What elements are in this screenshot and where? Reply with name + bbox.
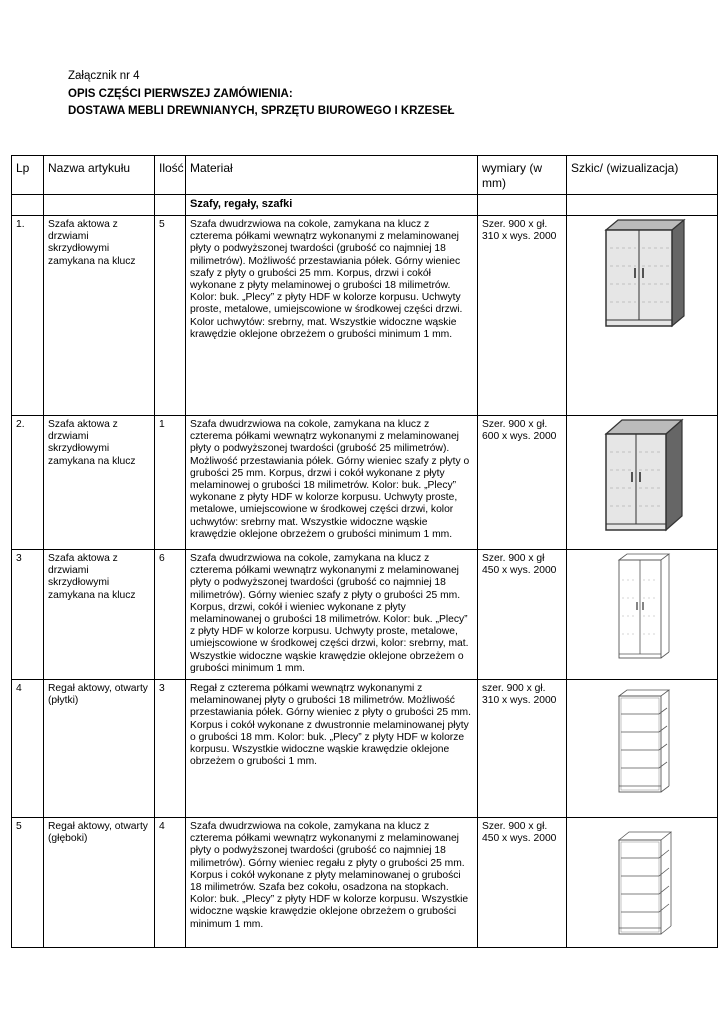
table-row [12,550,718,680]
row-sketch [567,818,718,948]
row-sketch [567,680,718,818]
col-header-sketch: Szkic/ (wizualizacja) [567,156,718,195]
row-qty: 3 [155,680,186,818]
section-title: Szafy, regały, szafki [186,195,478,216]
table-row [12,680,718,818]
col-header-dims: wymiary (w mm) [478,156,567,195]
attachment-label: Załącznik nr 4 [68,70,140,82]
col-header-lp: Lp [12,156,44,195]
row-dims: Szer. 900 x gł. 310 x wys. 2000 [478,216,567,416]
shelf-sketch-icon [597,680,687,798]
table-row [12,416,718,550]
shelf-sketch-icon [597,818,687,940]
row-name: Regał aktowy, otwarty (płytki) [44,680,155,818]
row-lp: 1. [12,216,44,416]
section-row [12,195,718,216]
row-qty: 6 [155,550,186,680]
row-lp: 3 [12,550,44,680]
cabinet-sketch-icon [592,216,692,331]
table-row [12,216,718,416]
row-material: Szafa dwudrzwiowa na cokole, zamykana na klucz z czterema półkami wewnątrz wykonanymi z melaminowanej płyty o podwyższonej twardości (grubość 25 milimetrów). Możliwość przestawiania półek. Górny wieniec szafy z płyty o grubości 25 mm. Korpus, drzwi i cokół wykonane z płyty melaminowej o grubości 18 milimetrów. Kolor: buk. „Plecy” wykonane z płyty HDF w kolorze korpusu. Uchwyty proste, metalowe, umiejscowione w środkowej części drzwi, kolor uchwytów: srebrny mat. Wszystkie widoczne wąskie krawędzie oklejone obrzeżem o grubości minimum 1 mm. [186,416,478,550]
cabinet-sketch-icon [592,416,692,534]
row-sketch [567,550,718,680]
col-header-name: Nazwa artykułu [44,156,155,195]
row-qty: 4 [155,818,186,948]
row-dims: Szer. 900 x gł. 600 x wys. 2000 [478,416,567,550]
col-header-material: Materiał [186,156,478,195]
row-name: Szafa aktowa z drzwiami skrzydłowymi zamykana na klucz [44,416,155,550]
table-header-row [12,156,718,195]
row-lp: 4 [12,680,44,818]
row-material: Regał z czterema półkami wewnątrz wykonanymi z melaminowanej płyty o grubości 18 milimetrów. Możliwość przestawiania półek. Górny wieniec z płyty o grubości 25 mm. Korpus i cokół wykonane z dwustronnie melaminowanej płyty o grubości 18 mm. Kolor: buk. „Plecy” z płyty HDF w kolorze korpusu. Wszystkie widoczne wąskie krawędzie oklejone obrzeżem o grubości 1 mm. [186,680,478,818]
document-header [68,68,455,121]
row-lp: 5 [12,818,44,948]
row-name: Szafa aktowa z drzwiami skrzydłowymi zamykana na klucz [44,550,155,680]
row-material: Szafa dwudrzwiowa na cokole, zamykana na klucz z czterema półkami wewnątrz wykonanymi z melaminowanej płyty o podwyższonej twardości (grubość co najmniej 18 milimetrów). Górny wieniec regału z płyty o grubości 25 mm. Korpus i cokół wykonane z płyty melaminowanej o grubości 18 milimetrów. Szafa bez cokołu, osadzona na stopkach. Kolor: buk. „Plecy” z płyty HDF w kolorze korpusu. Wszystkie widoczne wąskie krawędzie oklejone obrzeżem o grubości minimum 1 mm. [186,818,478,948]
specification-table [11,155,718,948]
row-name: Szafa aktowa z drzwiami skrzydłowymi zamykana na klucz [44,216,155,416]
title-line-1: OPIS CZĘŚCI PIERWSZEJ ZAMÓWIENIA: [68,87,293,100]
table-row [12,818,718,948]
row-material: Szafa dwudrzwiowa na cokole, zamykana na klucz z czterema półkami wewnątrz wykonanymi z melaminowanej płyty o podwyższonej twardości (grubość co najmniej 18 milimetrów). Górny wieniec szafy z płyty o grubości 25 mm. Korpus, drzwi, cokół i wieniec wykonane z płyty melaminowanej o grubości 18 milimetrów. Kolor: buk. „Plecy” z płyty HDF w kolorze korpusu. Uchwyty proste, metalowe, umiejscowione w środkowej części drzwi, kolor: srebrny, mat. Wszystkie widoczne wąskie krawędzie oklejone obrzeżem o grubości minimum 1 mm. [186,550,478,680]
row-dims: Szer. 900 x gł. 450 x wys. 2000 [478,818,567,948]
cabinet-outline-sketch-icon [597,550,687,662]
row-material: Szafa dwudrzwiowa na cokole, zamykana na klucz z czterema półkami wewnątrz wykonanymi z melaminowanej płyty o podwyższonej twardości (grubość co najmniej 18 milimetrów). Możliwość przestawiania półek. Górny wieniec szafy z płyty o grubości 25 mm. Korpus, drzwi i cokół wykonane z płyty melaminowej o grubości 18 milimetrów. Kolor: buk. „Plecy” z płyty HDF w kolorze korpusu. Uchwyty proste, metalowe, umiejscowione w środkowej części drzwi. Kolor uchwytów: srebrny, mat. Wszystkie widoczne wąskie krawędzie oklejone obrzeżem o grubości minimum 1 mm. [186,216,478,416]
row-sketch [567,216,718,416]
row-dims: szer. 900 x gł. 310 x wys. 2000 [478,680,567,818]
col-header-qty: Ilość [155,156,186,195]
title-line-2: DOSTAWA MEBLI DREWNIANYCH, SPRZĘTU BIUROWEGO I KRZESEŁ [68,105,455,117]
row-qty: 5 [155,216,186,416]
row-name: Regał aktowy, otwarty (głęboki) [44,818,155,948]
row-sketch [567,416,718,550]
row-dims: Szer. 900 x gł 450 x wys. 2000 [478,550,567,680]
row-qty: 1 [155,416,186,550]
row-lp: 2. [12,416,44,550]
